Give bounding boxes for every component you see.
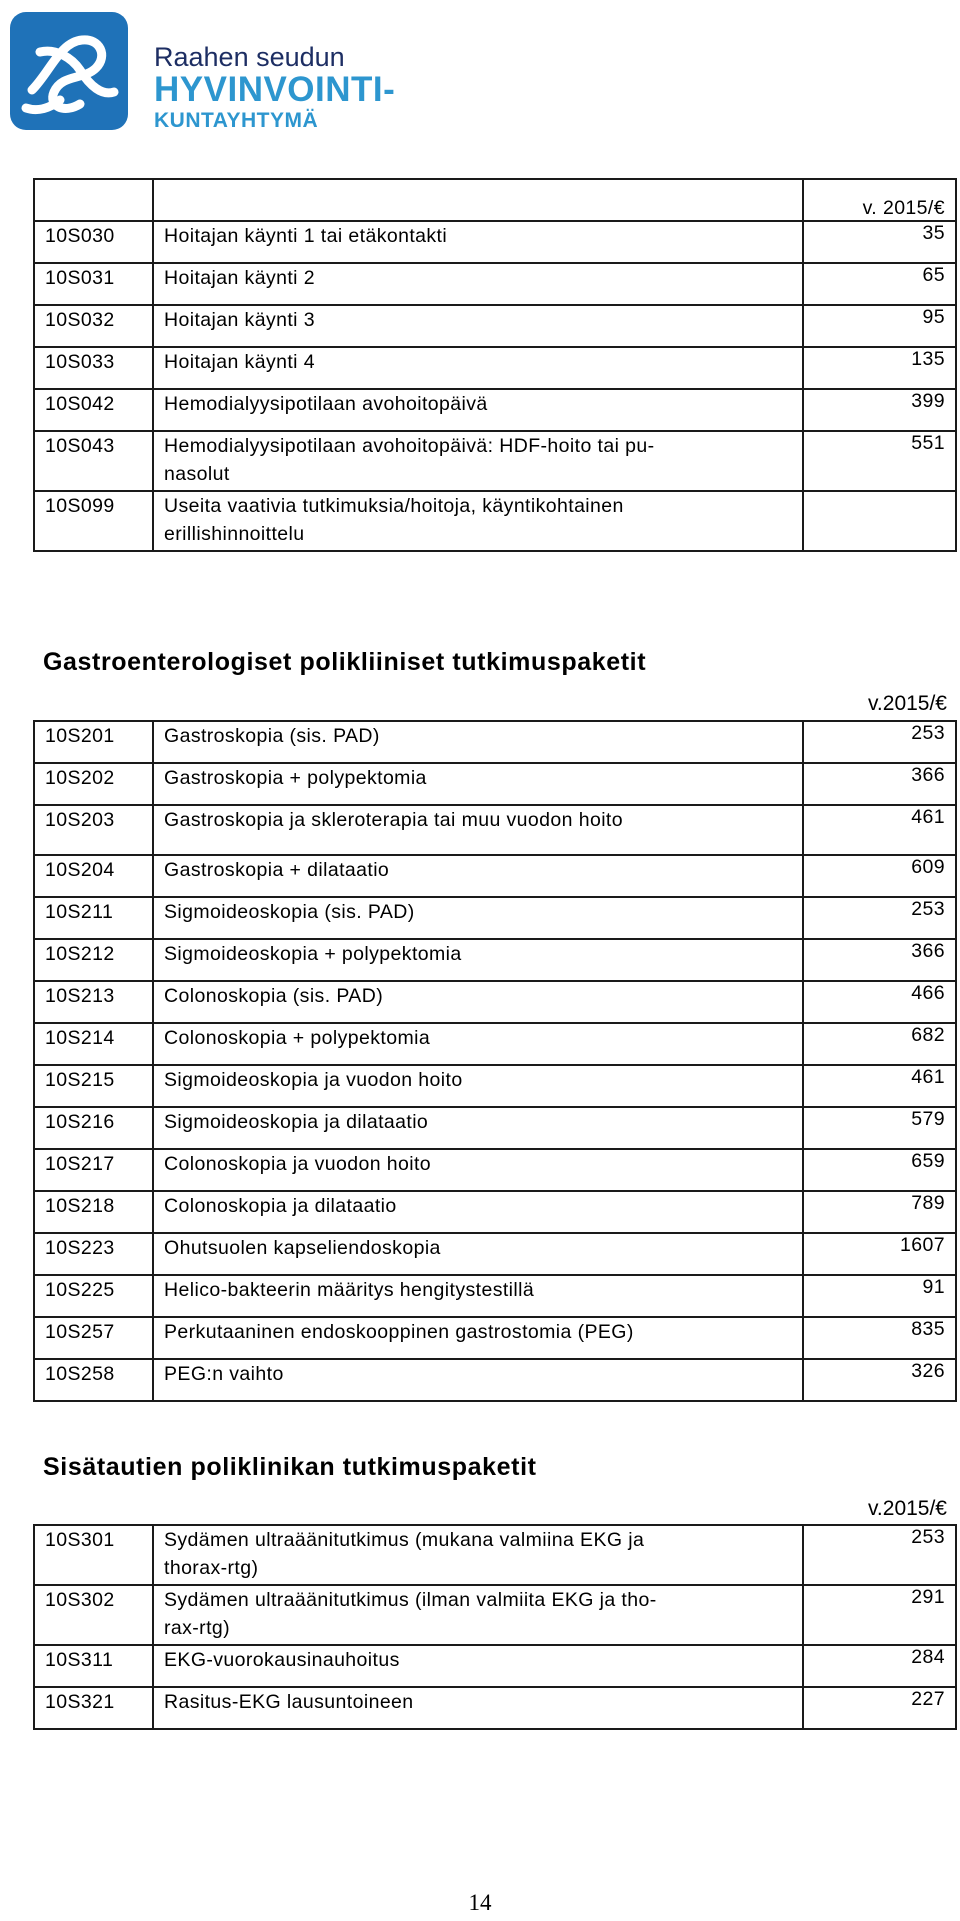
- price-cell: 35: [803, 221, 956, 263]
- price-cell: 326: [803, 1359, 956, 1401]
- service-description-cell: Colonoskopia (sis. PAD): [153, 981, 803, 1023]
- price-cell: 95: [803, 305, 956, 347]
- service-code-cell: 10S031: [34, 263, 153, 305]
- price-cell: 399: [803, 389, 956, 431]
- price-year-header: v. 2015/€: [803, 179, 956, 221]
- service-description-cell: Hoitajan käynti 2: [153, 263, 803, 305]
- price-cell: [803, 491, 956, 551]
- service-description-cell: Hemodialyysipotilaan avohoitopäivä: [153, 389, 803, 431]
- service-description-cell: Sigmoideoskopia ja dilataatio: [153, 1107, 803, 1149]
- price-cell: 466: [803, 981, 956, 1023]
- service-description-cell: EKG-vuorokausinauhoitus: [153, 1645, 803, 1687]
- service-description-cell: Colonoskopia + polypektomia: [153, 1023, 803, 1065]
- service-description-cell: Sydämen ultraäänitutkimus (ilman valmiita EKG ja tho- rax-rtg): [153, 1585, 803, 1645]
- service-code-cell: 10S030: [34, 221, 153, 263]
- service-code-cell: 10S214: [34, 1023, 153, 1065]
- table-row: [34, 1359, 956, 1401]
- price-cell: 253: [803, 1525, 956, 1585]
- internal-medicine-packages-table: [33, 1524, 957, 1730]
- table-row: [34, 431, 956, 491]
- price-cell: 609: [803, 855, 956, 897]
- price-cell: 789: [803, 1191, 956, 1233]
- table-row: [34, 491, 956, 551]
- price-cell: 291: [803, 1585, 956, 1645]
- table-row: [34, 389, 956, 431]
- table-row: [34, 1275, 956, 1317]
- table-row: [34, 897, 956, 939]
- service-code-cell: 10S217: [34, 1149, 153, 1191]
- table-row: [34, 1645, 956, 1687]
- service-description-cell: Rasitus-EKG lausuntoineen: [153, 1687, 803, 1729]
- price-cell: 551: [803, 431, 956, 491]
- price-cell: 227: [803, 1687, 956, 1729]
- service-description-cell: Ohutsuolen kapseliendoskopia: [153, 1233, 803, 1275]
- service-code-cell: 10S213: [34, 981, 153, 1023]
- price-cell: 253: [803, 721, 956, 763]
- table-row: [34, 1023, 956, 1065]
- table-row: [34, 221, 956, 263]
- table-row: [34, 305, 956, 347]
- table-row: [34, 981, 956, 1023]
- table-row: [34, 1687, 956, 1729]
- service-code-cell: 10S311: [34, 1645, 153, 1687]
- service-description-cell: Colonoskopia ja vuodon hoito: [153, 1149, 803, 1191]
- price-cell: 135: [803, 347, 956, 389]
- service-code-cell: 10S202: [34, 763, 153, 805]
- service-description-cell: Gastroskopia ja skleroterapia tai muu vuodon hoito: [153, 805, 803, 855]
- price-cell: 461: [803, 1065, 956, 1107]
- table-row: [34, 1233, 956, 1275]
- service-code-cell: 10S218: [34, 1191, 153, 1233]
- service-description-cell: Perkutaaninen endoskooppinen gastrostomia (PEG): [153, 1317, 803, 1359]
- service-description-cell: Sigmoideoskopia (sis. PAD): [153, 897, 803, 939]
- nursing-services-table: [33, 178, 957, 552]
- price-cell: 366: [803, 939, 956, 981]
- table-row: [34, 1191, 956, 1233]
- service-code-cell: 10S223: [34, 1233, 153, 1275]
- table-row: [34, 1065, 956, 1107]
- service-code-cell: 10S258: [34, 1359, 153, 1401]
- service-code-cell: 10S032: [34, 305, 153, 347]
- page-number: 14: [468, 1890, 492, 1915]
- price-cell: 284: [803, 1645, 956, 1687]
- service-description-cell: Gastroskopia + dilataatio: [153, 855, 803, 897]
- service-description-cell: Sydämen ultraäänitutkimus (mukana valmiina EKG ja thorax-rtg): [153, 1525, 803, 1585]
- service-code-cell: 10S211: [34, 897, 153, 939]
- organization-logo: [10, 12, 430, 137]
- price-cell: 682: [803, 1023, 956, 1065]
- price-cell: 1607: [803, 1233, 956, 1275]
- table-row: [34, 855, 956, 897]
- service-description-cell: Sigmoideoskopia + polypektomia: [153, 939, 803, 981]
- table-row: [34, 763, 956, 805]
- knot-logo-icon: [10, 12, 128, 130]
- price-cell: 461: [803, 805, 956, 855]
- service-description-cell: Sigmoideoskopia ja vuodon hoito: [153, 1065, 803, 1107]
- section-title-internal-medicine: Sisätautien poliklinikan tutkimuspaketit: [43, 1453, 537, 1481]
- price-cell: 91: [803, 1275, 956, 1317]
- service-code-cell: 10S302: [34, 1585, 153, 1645]
- service-description-cell: Useita vaativia tutkimuksia/hoitoja, käyntikohtainen erillishinnoittelu: [153, 491, 803, 551]
- service-description-cell: Gastroskopia + polypektomia: [153, 763, 803, 805]
- table-header-row: [34, 179, 956, 221]
- service-code-cell: 10S225: [34, 1275, 153, 1317]
- logo-text-name: HYVINVOINTI-: [154, 70, 396, 109]
- table-row: [34, 1107, 956, 1149]
- service-code-cell: 10S203: [34, 805, 153, 855]
- price-cell: 253: [803, 897, 956, 939]
- price-year-label-internal-medicine: v.2015/€: [867, 1497, 947, 1520]
- service-description-cell: Hoitajan käynti 3: [153, 305, 803, 347]
- table-row: [34, 263, 956, 305]
- table-row: [34, 805, 956, 855]
- service-code-cell: 10S042: [34, 389, 153, 431]
- price-cell: 579: [803, 1107, 956, 1149]
- service-code-cell: 10S099: [34, 491, 153, 551]
- service-code-cell: 10S215: [34, 1065, 153, 1107]
- service-code-cell: 10S216: [34, 1107, 153, 1149]
- price-cell: 659: [803, 1149, 956, 1191]
- service-code-cell: 10S301: [34, 1525, 153, 1585]
- section-title-gastro: Gastroenterologiset polikliiniset tutkimuspaketit: [43, 648, 647, 676]
- table-row: [34, 1525, 956, 1585]
- price-cell: 366: [803, 763, 956, 805]
- service-description-cell: Hoitajan käynti 4: [153, 347, 803, 389]
- service-code-cell: 10S043: [34, 431, 153, 491]
- service-code-cell: 10S321: [34, 1687, 153, 1729]
- service-description-cell: Helico-bakteerin määritys hengitystestillä: [153, 1275, 803, 1317]
- service-code-cell: 10S204: [34, 855, 153, 897]
- service-code-cell: 10S257: [34, 1317, 153, 1359]
- header-empty-cell: [153, 179, 803, 221]
- table-row: [34, 721, 956, 763]
- table-row: [34, 1317, 956, 1359]
- service-code-cell: 10S212: [34, 939, 153, 981]
- price-cell: 65: [803, 263, 956, 305]
- service-description-cell: Colonoskopia ja dilataatio: [153, 1191, 803, 1233]
- header-empty-cell: [34, 179, 153, 221]
- service-description-cell: Hoitajan käynti 1 tai etäkontakti: [153, 221, 803, 263]
- logo-text-region: Raahen seudun: [154, 42, 345, 72]
- table-row: [34, 939, 956, 981]
- service-code-cell: 10S033: [34, 347, 153, 389]
- service-description-cell: PEG:n vaihto: [153, 1359, 803, 1401]
- price-year-label-gastro: v.2015/€: [867, 692, 947, 715]
- gastro-packages-table: [33, 720, 957, 1402]
- table-row: [34, 1585, 956, 1645]
- service-code-cell: 10S201: [34, 721, 153, 763]
- service-description-cell: Gastroskopia (sis. PAD): [153, 721, 803, 763]
- logo-text-type: KUNTAYHTYMÄ: [154, 109, 319, 132]
- price-cell: 835: [803, 1317, 956, 1359]
- table-row: [34, 1149, 956, 1191]
- table-row: [34, 347, 956, 389]
- service-description-cell: Hemodialyysipotilaan avohoitopäivä: HDF-hoito tai pu- nasolut: [153, 431, 803, 491]
